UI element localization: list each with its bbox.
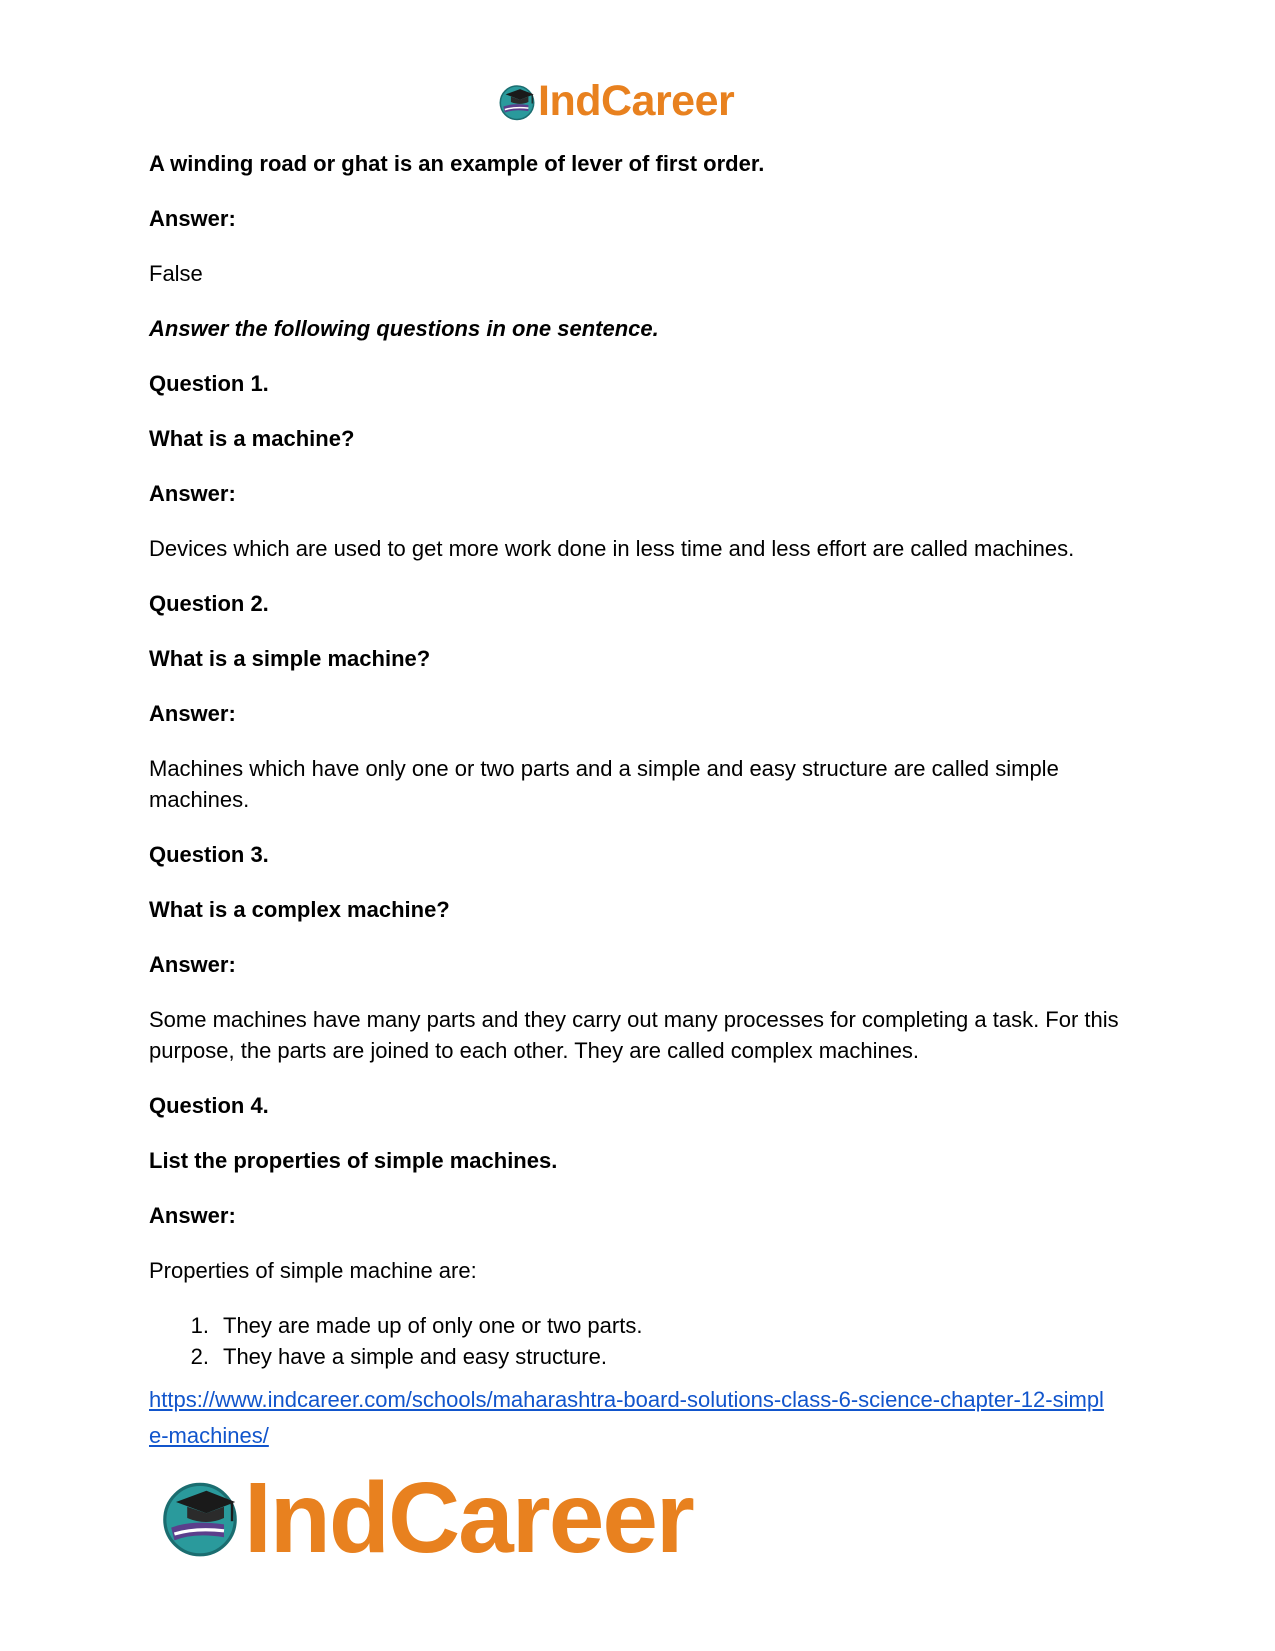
question-number: Question 4. [149, 1093, 269, 1118]
header-logo [498, 77, 735, 125]
list-item-text: They are made up of only one or two parts. [223, 1313, 643, 1338]
answer-text: Devices which are used to get more work done in less time and less effort are called machines. [149, 536, 1075, 561]
question-text: List the properties of simple machines. [149, 1148, 558, 1173]
question-text: What is a machine? [149, 426, 355, 451]
answer-label: Answer: [149, 701, 236, 726]
graduation-cap-book-globe-icon [498, 83, 536, 121]
question-text: What is a simple machine? [149, 646, 431, 671]
document-body [149, 148, 1129, 1454]
question-text: What is a complex machine? [149, 897, 450, 922]
question-number: Question 3. [149, 842, 269, 867]
statement-answer-label: Answer: [149, 206, 236, 231]
answer-text: Some machines have many parts and they carry out many processes for completing a task. For this purpose, the parts are joined to each other. They are called complex machines. [149, 1007, 1119, 1063]
question-number: Question 1. [149, 371, 269, 396]
list-item [149, 1341, 1129, 1372]
question-number: Question 2. [149, 591, 269, 616]
statement: A winding road or ghat is an example of lever of first order. [149, 151, 765, 176]
graduation-cap-book-globe-icon [160, 1478, 240, 1558]
answer-label: Answer: [149, 1203, 236, 1228]
answer-text: Machines which have only one or two parts and a simple and easy structure are called simple machines. [149, 756, 1059, 812]
list-item-number: 2. [190, 1344, 209, 1369]
answer-text: Properties of simple machine are: [149, 1258, 477, 1283]
properties-list [149, 1310, 1129, 1372]
statement-answer: False [149, 261, 203, 286]
source-link[interactable]: https://www.indcareer.com/schools/maharashtra-board-solutions-class-6-science-chapter-12-simple-machines/ [149, 1387, 1104, 1448]
footer-logo-text: IndCareer [244, 1462, 693, 1574]
list-item-number: 1. [190, 1313, 209, 1338]
list-item-text: They have a simple and easy structure. [223, 1344, 607, 1369]
answer-label: Answer: [149, 481, 236, 506]
header-logo-text: IndCareer [538, 77, 735, 125]
answer-label: Answer: [149, 952, 236, 977]
footer-logo [160, 1462, 693, 1574]
list-item [149, 1310, 1129, 1341]
section-heading: Answer the following questions in one sentence. [149, 316, 659, 341]
